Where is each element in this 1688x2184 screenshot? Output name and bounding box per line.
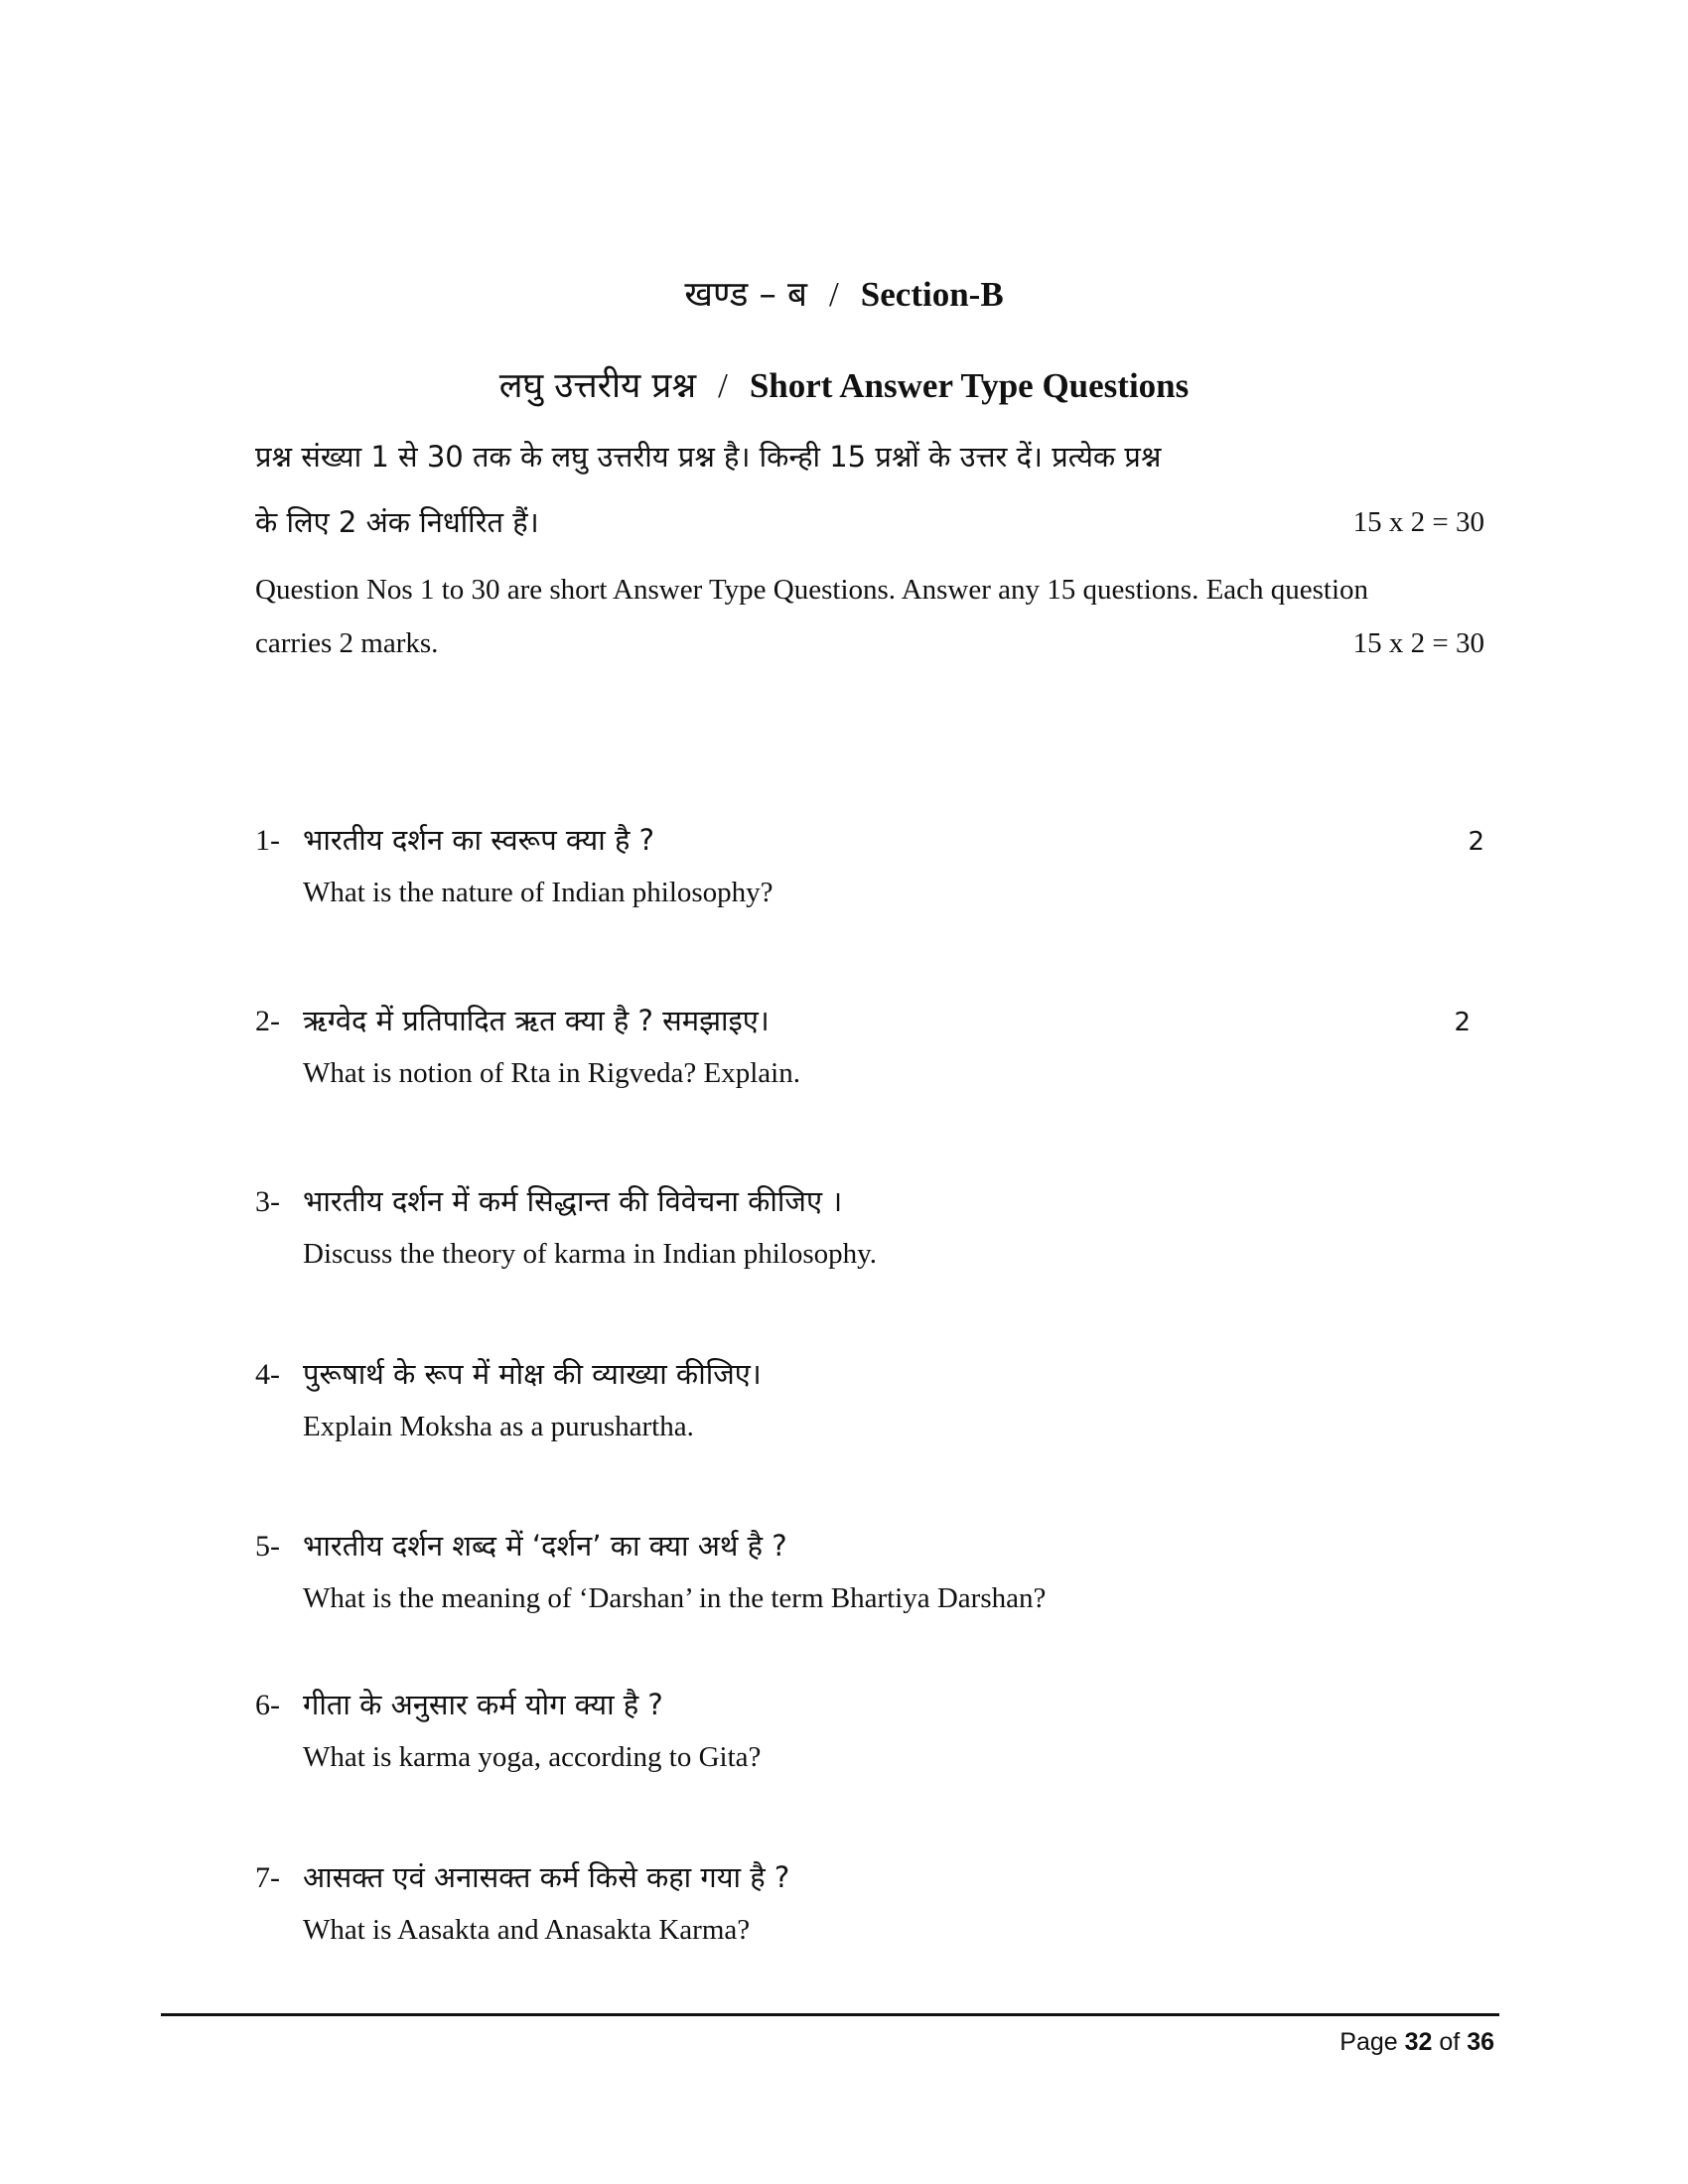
heading-separator: /	[829, 275, 839, 314]
question-text-english: Discuss the theory of karma in Indian philosophy.	[303, 1238, 878, 1270]
instructions-hindi-line2: के लिए 2 अंक निर्धारित हैं।	[255, 505, 539, 539]
subheading-separator: /	[718, 366, 728, 405]
question-hindi-row	[255, 1857, 1484, 1896]
question-text-hindi: ऋग्वेद में प्रतिपादित ऋत क्या है ? समझाइए।	[303, 1004, 770, 1037]
subsection-heading	[0, 361, 1688, 408]
question-text-hindi: आसक्त एवं अनासक्त कर्म किसे कहा गया है ?	[303, 1860, 790, 1894]
question-text-hindi: पुरूषार्थ के रूप में मोक्ष की व्याख्या कीजिए।	[303, 1357, 762, 1391]
footer-divider	[161, 2013, 1499, 2016]
question-6	[255, 1685, 1484, 1774]
question-hindi-row	[255, 1354, 1484, 1393]
question-hindi-row	[255, 1001, 1484, 1039]
instructions-hindi-marks: 15 x 2 = 30	[1352, 506, 1484, 538]
question-text-hindi: भारतीय दर्शन का स्वरूप क्या है ?	[303, 823, 654, 857]
question-2	[255, 1001, 1484, 1090]
question-hindi-row	[255, 1685, 1484, 1723]
instructions-hindi-line2-row	[255, 489, 1484, 555]
question-number: 1-	[255, 824, 280, 857]
page-total: 36	[1467, 2028, 1494, 2056]
page-number	[1339, 2028, 1494, 2057]
question-text-hindi: भारतीय दर्शन में कर्म सिद्धान्त की विवेचना कीजिए ।	[303, 1184, 843, 1218]
instructions-hindi-line1: प्रश्न संख्या 1 से 30 तक के लघु उत्तरीय प्रश्न है। किन्ही 15 प्रश्नों के उत्तर दें। प्रत्येक प्रश्न	[255, 440, 1162, 474]
question-text-hindi: भारतीय दर्शन शब्द में ‘दर्शन’ का क्या अर्थ है ?	[303, 1529, 787, 1563]
question-number: 4-	[255, 1358, 280, 1391]
question-marks: 2	[1454, 1008, 1471, 1037]
page-current: 32	[1404, 2028, 1433, 2056]
question-1	[255, 820, 1484, 909]
question-number: 5-	[255, 1530, 280, 1563]
question-text-english: What is the nature of Indian philosophy?	[303, 877, 774, 908]
question-hindi-row	[255, 820, 1484, 859]
question-text-english: What is notion of Rta in Rigveda? Explain.	[303, 1057, 800, 1089]
question-number: 3-	[255, 1185, 280, 1218]
instructions-english-line2-row	[255, 616, 1484, 670]
question-marks: 2	[1468, 827, 1484, 857]
question-text-english: Explain Moksha as a purushartha.	[303, 1411, 694, 1442]
question-number: 7-	[255, 1861, 280, 1894]
instructions-english-marks: 15 x 2 = 30	[1352, 627, 1484, 659]
question-text-hindi: गीता के अनुसार कर्म योग क्या है ?	[303, 1688, 663, 1721]
question-7	[255, 1857, 1484, 1947]
question-number: 2-	[255, 1005, 280, 1037]
question-3	[255, 1181, 1484, 1271]
subsection-heading-hindi: लघु उत्तरीय प्रश्न	[498, 366, 697, 406]
question-hindi-row	[255, 1526, 1484, 1565]
instructions-english	[255, 563, 1484, 670]
question-4	[255, 1354, 1484, 1443]
page-word: Page	[1339, 2028, 1398, 2056]
section-heading-english: Section-B	[860, 275, 1004, 314]
subsection-heading-english: Short Answer Type Questions	[749, 366, 1190, 405]
section-heading-hindi: खण्ड – ब	[684, 275, 808, 315]
question-text-english: What is Aasakta and Anasakta Karma?	[303, 1914, 751, 1946]
question-hindi-row	[255, 1181, 1484, 1220]
instructions-english-line2: carries 2 marks.	[255, 627, 439, 659]
question-5	[255, 1526, 1484, 1615]
question-text-english: What is the meaning of ‘Darshan’ in the term Bhartiya Darshan?	[303, 1582, 1047, 1614]
question-text-english: What is karma yoga, according to Gita?	[303, 1741, 762, 1773]
of-word: of	[1439, 2028, 1461, 2056]
instructions-english-line1: Question Nos 1 to 30 are short Answer Type Questions. Answer any 15 questions. Each question	[255, 574, 1369, 606]
section-heading	[0, 270, 1688, 317]
instructions-hindi	[255, 424, 1484, 555]
question-number: 6-	[255, 1689, 280, 1721]
